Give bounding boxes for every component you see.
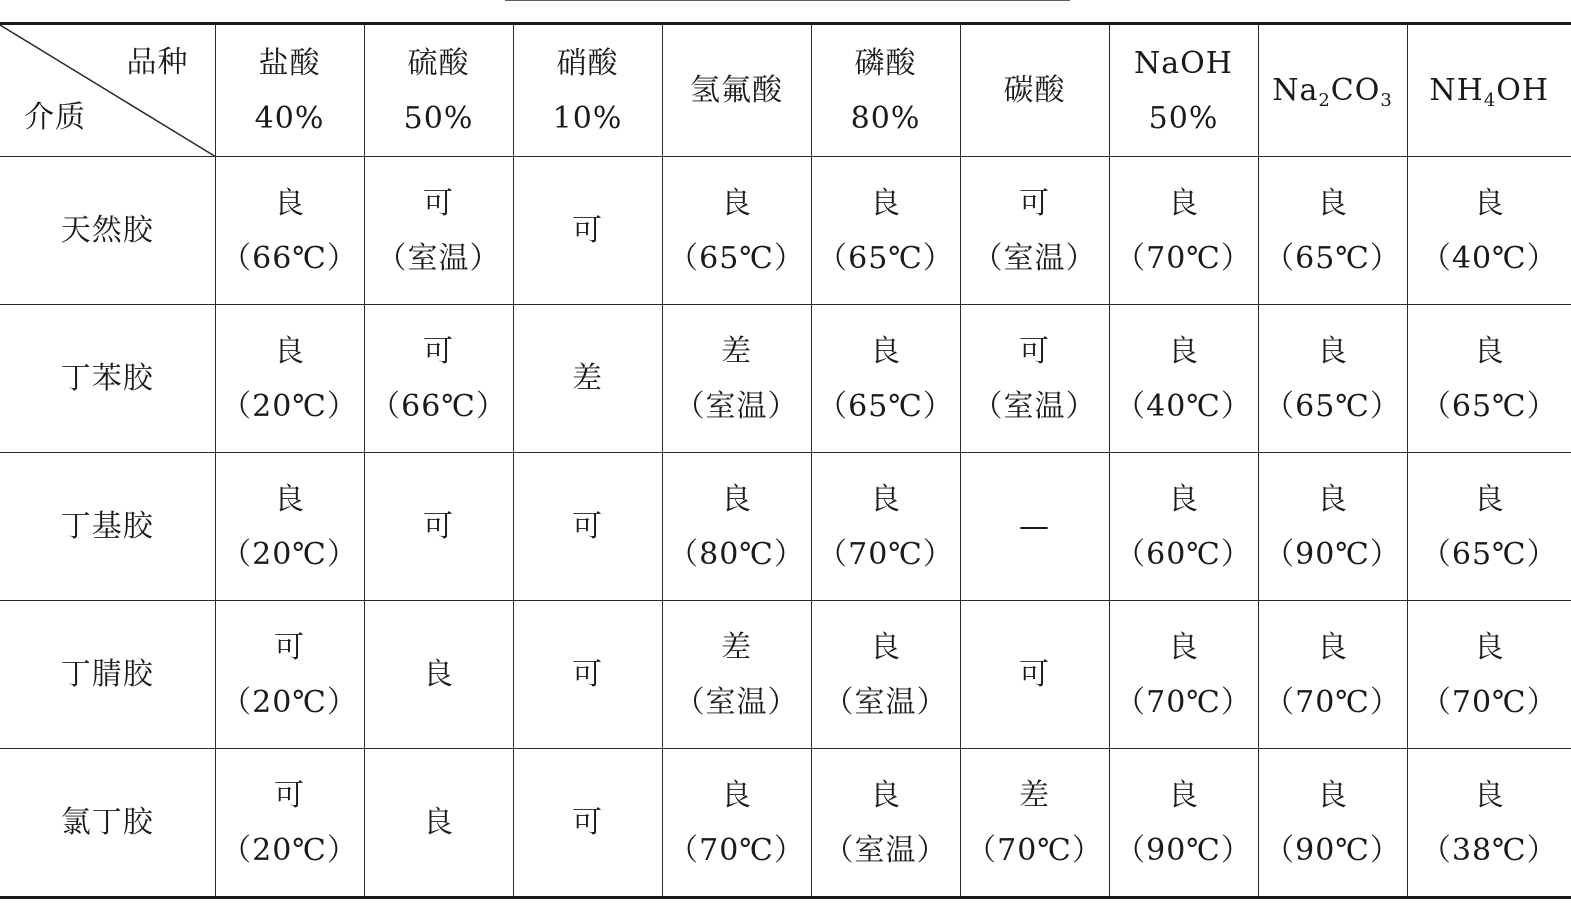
corner-label-variety: 品种 (126, 45, 189, 80)
cell-condition: （20℃） (221, 684, 358, 720)
cell-condition: （70℃） (966, 832, 1103, 868)
table-cell (1407, 601, 1571, 749)
cell-rating: 可 (1019, 185, 1050, 221)
table-cell (215, 749, 364, 898)
cell-rating: 良 (1317, 777, 1348, 813)
cell-rating: 差 (721, 629, 752, 665)
formula-subscript: 4 (1483, 90, 1497, 111)
table-cell (513, 157, 662, 305)
table-cell (1407, 453, 1571, 601)
cell-rating: — (1019, 509, 1050, 544)
cell-rating: 可 (572, 509, 603, 544)
cell-rating: 可 (423, 185, 454, 221)
table-cell (215, 601, 364, 749)
cell-rating: 良 (870, 481, 901, 517)
cell-rating: 良 (870, 333, 901, 369)
cell-condition: （65℃） (817, 240, 954, 276)
column-header-concentration: 80% (850, 100, 921, 136)
column-header-name: 磷酸 (854, 45, 917, 81)
cell-condition: （80℃） (668, 536, 805, 572)
column-header-concentration: 50% (403, 100, 474, 136)
table-cell (811, 157, 960, 305)
table-cell (1109, 305, 1258, 453)
cell-rating: 良 (1317, 481, 1348, 517)
cell-rating: 良 (274, 185, 305, 221)
column-header-name: 硫酸 (407, 45, 470, 81)
cell-rating: 良 (1168, 777, 1199, 813)
table-cell (662, 601, 811, 749)
row-label: 丁腈胶 (0, 601, 215, 749)
cell-rating: 良 (1168, 185, 1199, 221)
cell-rating: 良 (274, 481, 305, 517)
cell-rating: 良 (423, 657, 454, 692)
corrosion-resistance-table (0, 22, 1571, 899)
table-cell (960, 601, 1109, 749)
cell-condition: （20℃） (221, 388, 358, 424)
row-label: 丁苯胶 (0, 305, 215, 453)
cell-condition: （室温） (972, 240, 1097, 276)
cell-rating: 可 (1019, 657, 1050, 692)
column-header-formula (1407, 24, 1571, 157)
table-cell (1109, 157, 1258, 305)
cell-rating: 良 (1168, 333, 1199, 369)
column-header-concentration: 50% (1148, 100, 1219, 136)
cell-condition: （70℃） (1264, 684, 1401, 720)
table-cell (811, 749, 960, 898)
table-row (0, 749, 1571, 898)
table-cell (1258, 453, 1407, 601)
cell-rating: 良 (870, 777, 901, 813)
table-cell (513, 749, 662, 898)
table-cell (1407, 157, 1571, 305)
table-cell (960, 749, 1109, 898)
cell-rating: 良 (423, 805, 454, 840)
column-header (1109, 24, 1258, 157)
table-row (0, 305, 1571, 453)
cell-condition: （66℃） (221, 240, 358, 276)
cell-rating: 可 (423, 509, 454, 544)
cell-condition: （室温） (674, 684, 799, 720)
cell-rating: 良 (1473, 629, 1505, 665)
row-label: 丁基胶 (0, 453, 215, 601)
table-cell (1258, 305, 1407, 453)
table-cell (1258, 157, 1407, 305)
table-cell (1407, 749, 1571, 898)
cell-condition: （20℃） (221, 536, 358, 572)
cell-condition: （室温） (972, 388, 1097, 424)
column-header (811, 24, 960, 157)
table-cell (364, 305, 513, 453)
cell-rating: 良 (721, 777, 752, 813)
cell-rating: 良 (721, 185, 752, 221)
cell-rating: 良 (1168, 629, 1199, 665)
table-cell (215, 453, 364, 601)
table-cell (1109, 601, 1258, 749)
cell-rating: 差 (572, 361, 603, 396)
table-cell (811, 601, 960, 749)
table-cell (364, 453, 513, 601)
table-cell (1109, 453, 1258, 601)
cell-condition: （65℃） (1420, 536, 1558, 572)
cell-rating: 可 (274, 777, 305, 813)
column-header-concentration: 10% (552, 100, 623, 136)
cell-condition: （70℃） (1115, 684, 1252, 720)
table-cell (1258, 749, 1407, 898)
formula-part: OH (1496, 73, 1550, 108)
cell-condition: （室温） (376, 240, 501, 276)
table-cell (215, 157, 364, 305)
cell-condition: （65℃） (668, 240, 805, 276)
cell-condition: （60℃） (1115, 536, 1252, 572)
table-cell (364, 749, 513, 898)
table-cell (960, 453, 1109, 601)
cell-rating: 良 (870, 629, 901, 665)
cell-rating: 良 (1473, 777, 1505, 813)
table-cell (1258, 601, 1407, 749)
cell-condition: （65℃） (1264, 388, 1401, 424)
formula-subscript: 3 (1380, 90, 1393, 111)
table-cell (364, 157, 513, 305)
cell-rating: 可 (274, 629, 305, 665)
table-row (0, 601, 1571, 749)
formula-subscript: 2 (1318, 90, 1331, 111)
cell-rating: 良 (1473, 185, 1505, 221)
table-cell (364, 601, 513, 749)
cell-rating: 良 (1317, 629, 1348, 665)
cell-condition: （室温） (674, 388, 799, 424)
row-label: 天然胶 (0, 157, 215, 305)
cell-condition: （室温） (823, 684, 948, 720)
table-cell (662, 157, 811, 305)
cell-rating: 良 (1473, 333, 1505, 369)
cell-condition: （40℃） (1420, 240, 1558, 276)
table-cell (960, 157, 1109, 305)
cell-rating: 良 (1473, 481, 1505, 517)
cell-rating: 可 (572, 805, 603, 840)
cell-condition: （65℃） (1264, 240, 1401, 276)
table-cell (662, 305, 811, 453)
corner-header-cell (0, 24, 215, 157)
table-cell (1407, 305, 1571, 453)
column-header (513, 24, 662, 157)
column-header-name: 氢氟酸 (690, 73, 783, 108)
header-row (0, 24, 1571, 157)
cell-condition: （90℃） (1115, 832, 1252, 868)
cell-rating: 可 (572, 213, 603, 248)
cell-condition: （66℃） (370, 388, 507, 424)
column-header-name: 硝酸 (556, 45, 619, 81)
cell-condition: （70℃） (668, 832, 805, 868)
table-cell (513, 305, 662, 453)
column-header-name: NaOH (1134, 45, 1233, 81)
table-cell (811, 305, 960, 453)
cell-condition: （38℃） (1420, 832, 1558, 868)
cell-rating: 良 (721, 481, 752, 517)
cell-rating: 差 (1019, 777, 1050, 813)
table-cell (513, 453, 662, 601)
cropped-title-fragment (505, 0, 1070, 4)
column-header-name: 碳酸 (1003, 73, 1066, 108)
cell-condition: （70℃） (817, 536, 954, 572)
cell-rating: 良 (1317, 185, 1348, 221)
formula-part: NH (1429, 73, 1484, 108)
row-label: 氯丁胶 (0, 749, 215, 898)
table-cell (811, 453, 960, 601)
cell-condition: （20℃） (221, 832, 358, 868)
table-cell (960, 305, 1109, 453)
table-row (0, 453, 1571, 601)
table-cell (662, 749, 811, 898)
cell-rating: 良 (1168, 481, 1199, 517)
corner-label-medium: 介质 (24, 100, 86, 135)
table-cell (215, 305, 364, 453)
column-header (215, 24, 364, 157)
column-header-formula (1258, 24, 1407, 157)
cell-condition: （65℃） (817, 388, 954, 424)
column-header-concentration: 40% (254, 100, 325, 136)
cell-condition: （65℃） (1420, 388, 1558, 424)
formula-part: CO (1330, 73, 1381, 108)
table-cell (513, 601, 662, 749)
cell-condition: （室温） (823, 832, 948, 868)
column-header-name: 盐酸 (258, 45, 321, 81)
cell-condition: （40℃） (1115, 388, 1252, 424)
table-row (0, 157, 1571, 305)
column-header (364, 24, 513, 157)
column-header (662, 24, 811, 157)
cell-rating: 可 (1019, 333, 1050, 369)
cell-rating: 良 (274, 333, 305, 369)
cell-condition: （70℃） (1420, 684, 1558, 720)
cell-condition: （90℃） (1264, 536, 1401, 572)
formula-part: Na (1272, 73, 1319, 108)
cell-rating: 可 (423, 333, 454, 369)
cell-rating: 可 (572, 657, 603, 692)
cell-condition: （70℃） (1115, 240, 1252, 276)
cell-condition: （90℃） (1264, 832, 1401, 868)
cell-rating: 良 (1317, 333, 1348, 369)
cell-rating: 良 (870, 185, 901, 221)
column-header (960, 24, 1109, 157)
cell-rating: 差 (721, 333, 752, 369)
table-cell (1109, 749, 1258, 898)
table-cell (662, 453, 811, 601)
